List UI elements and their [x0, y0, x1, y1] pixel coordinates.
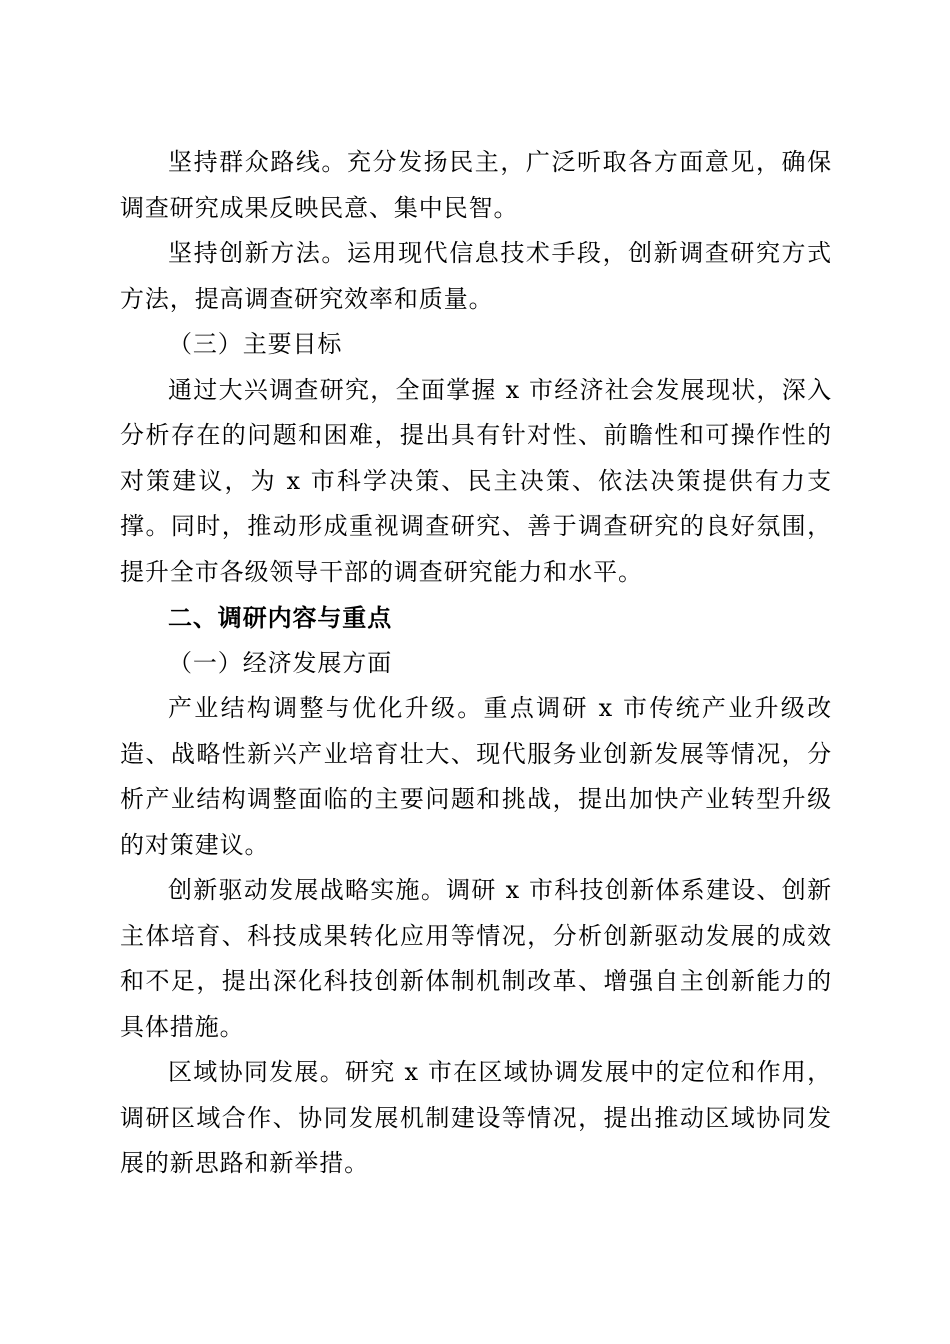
paragraph-industrial-structure: 产业结构调整与优化升级。重点调研 x 市传统产业升级改造、战略性新兴产业培育壮大、现代服务业创新发展等情况，分析产业结构调整面临的主要问题和挑战，提出加快产业转型升级的对策建议。: [120, 694, 832, 859]
paragraph-regional-coordination: 区域协同发展。研究 x 市在区域协调发展中的定位和作用，调研区域合作、协同发展机制建设等情况，提出推动区域协同发展的新思路和新举措。: [120, 1058, 832, 1177]
paragraph-innovation-driven: 创新驱动发展战略实施。调研 x 市科技创新体系建设、创新主体培育、科技成果转化应用等情况，分析创新驱动发展的成效和不足，提出深化科技创新体制机制改革、增强自主创新能力的具体措施。: [120, 876, 832, 1041]
subheading-economic-development: （一）经济发展方面: [168, 648, 393, 677]
paragraph-main-goals: 通过大兴调查研究，全面掌握 x 市经济社会发展现状，深入分析存在的问题和困难，提出具有针对性、前瞻性和可操作性的对策建议，为 x 市科学决策、民主决策、依法决策提供有力支撑。同时，推动形成重视调查研究、善于调查研究的良好氛围，提升全市各级领导干部的调查研究能力和水平。: [120, 375, 832, 586]
paragraph-mass-line: 坚持群众路线。充分发扬民主，广泛听取各方面意见，确保调查研究成果反映民意、集中民智。: [120, 148, 832, 222]
subheading-main-goals: （三）主要目标: [168, 330, 343, 358]
document-page: [120, 140, 832, 1187]
section-heading-research-content: 二、调研内容与重点: [168, 603, 393, 632]
paragraph-innovation-method: 坚持创新方法。运用现代信息技术手段，创新调查研究方式方法，提高调查研究效率和质量。: [120, 239, 832, 313]
